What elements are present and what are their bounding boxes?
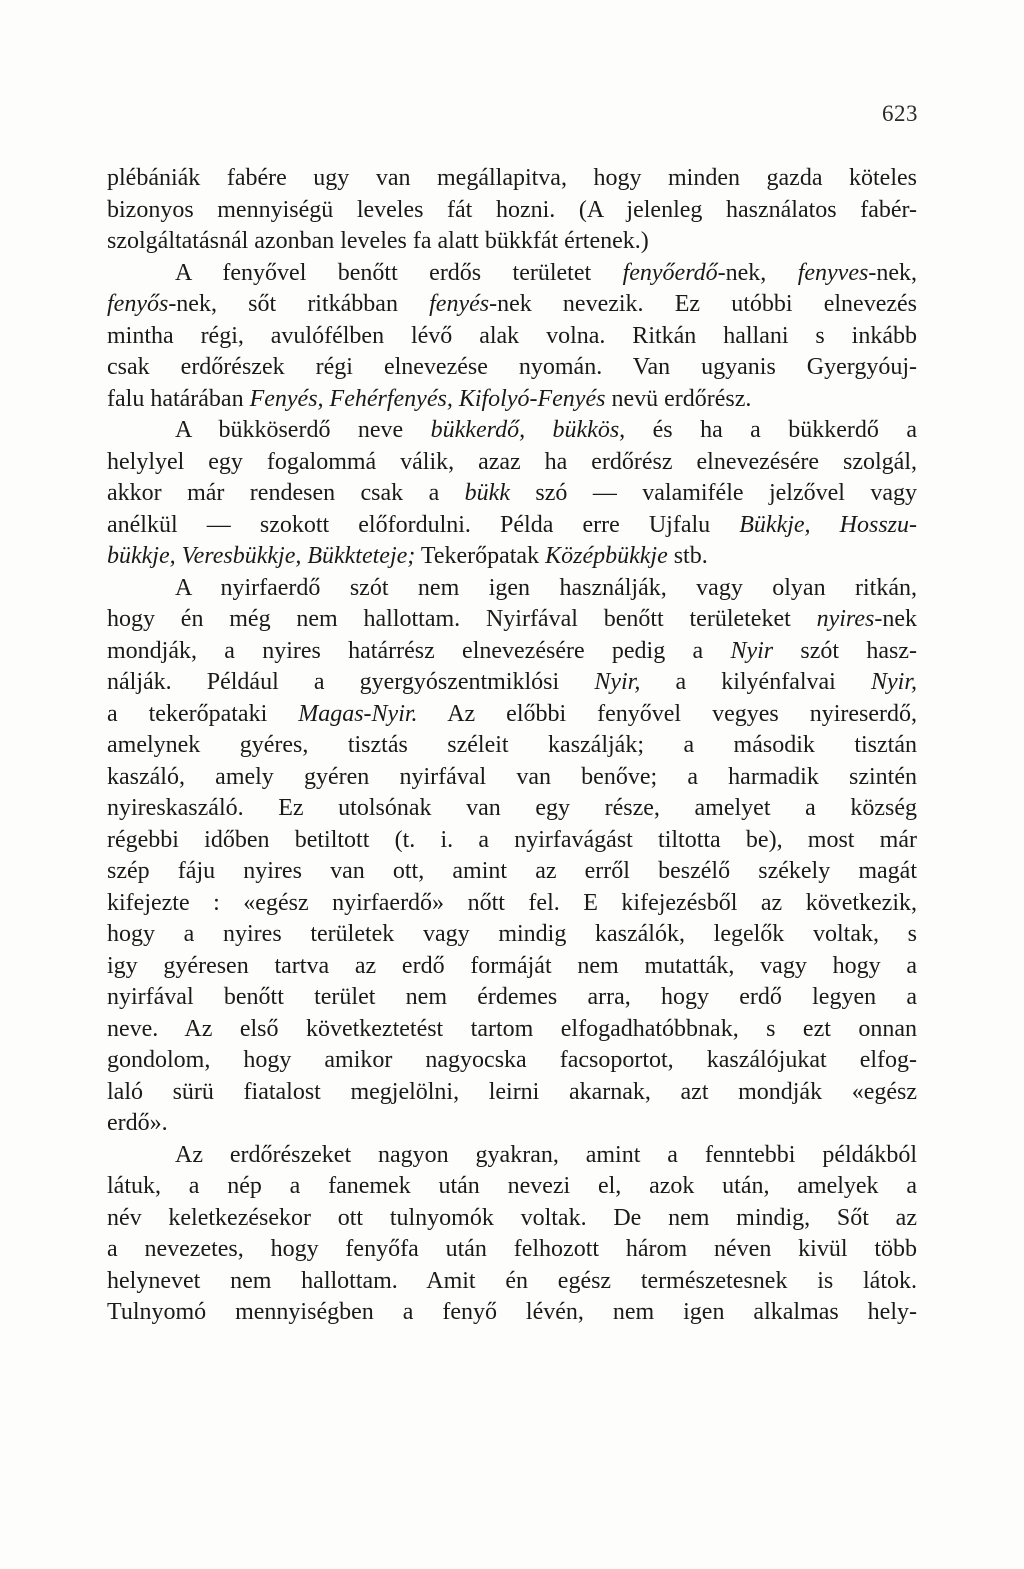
text-line [107, 762, 917, 794]
text-line [107, 226, 917, 258]
text-segment: mondják, a nyires határrész elnevezésére pedig a [107, 637, 731, 664]
text-segment: -nek, [868, 259, 917, 286]
text-segment: -nek, [717, 259, 798, 286]
text-line [107, 321, 917, 353]
italic-text-segment: Nyir, [594, 669, 641, 695]
text-segment: a kilyénfalvai [640, 669, 871, 695]
text-segment: szó — valamiféle jelzővel vagy [509, 480, 917, 506]
text-line [107, 1297, 917, 1329]
text-segment: mintha régi, avulófélben lévő alak volna. Ritkán hallani s inkább [107, 322, 917, 349]
text-segment: és ha a bükkerdő a [625, 417, 918, 443]
body-text [107, 163, 917, 1329]
text-segment: A bükköserdő neve [175, 417, 431, 443]
text-line [107, 1203, 917, 1235]
text-segment: kifejezte : «egész nyirfaerdő» nőtt fel. E kifejezésből az következik, [107, 889, 917, 916]
text-line [107, 1266, 917, 1298]
text-line [107, 982, 917, 1014]
text-line [107, 478, 917, 510]
italic-text-segment: bükk [464, 480, 510, 506]
text-line [107, 636, 917, 668]
italic-text-segment: fenyőerdő [622, 259, 718, 286]
text-segment: a tekerőpataki [107, 700, 299, 727]
italic-text-segment: Magas-Nyir. [298, 700, 418, 727]
text-segment: laló sürü fiatalost megjelölni, leirni akarnak, azt mondják «egész [107, 1078, 917, 1105]
text-segment: régebbi időben betiltott (t. i. a nyirfavágást tiltotta be), most már [107, 826, 917, 853]
italic-text-segment: fenyves [797, 259, 869, 286]
text-segment: szót hasz- [773, 637, 917, 664]
text-line [107, 699, 917, 731]
text-segment: csak erdőrészek régi elnevezése nyomán. Van ugyanis Gyergyóuj- [107, 354, 917, 380]
text-line [107, 510, 917, 542]
text-line [107, 1171, 917, 1203]
text-segment: Tulnyomó mennyiségben a fenyő lévén, nem igen alkalmas hely- [107, 1299, 917, 1325]
text-segment: nyirfával benőtt terület nem érdemes arra, hogy erdő legyen a [107, 984, 917, 1010]
text-segment: A fenyővel benőtt erdős területet [175, 259, 623, 286]
text-segment: kaszáló, amely gyéren nyirfával van benőve; a harmadik szintén [107, 763, 917, 790]
text-segment: Az előbbi fenyővel vegyes nyireserdő, [417, 700, 917, 727]
text-line [107, 447, 917, 479]
text-segment: A nyirfaerdő szót nem igen használják, vagy olyan ritkán, [175, 574, 917, 601]
text-line [107, 289, 917, 321]
text-line [107, 667, 917, 699]
text-line [107, 163, 917, 195]
text-segment: név keletkezésekor ott tulnyomók voltak. De nem mindig, Sőt az [107, 1204, 917, 1231]
text-line [107, 825, 917, 857]
text-line [107, 573, 917, 605]
text-segment: anélkül — szokott előfordulni. Példa erre Ujfalu [107, 511, 740, 538]
text-segment: szép fáju nyires van ott, amint az erről beszélő székely magát [107, 858, 917, 884]
text-segment: hogy én még nem hallottam. Nyirfával benőtt területeket [107, 606, 817, 632]
text-segment: gondolom, hogy amikor nagyocska facsoportot, kaszálójukat elfog- [107, 1047, 917, 1073]
text-segment: hogy a nyires területek vagy mindig kaszálók, legelők voltak, s [107, 921, 917, 947]
text-line [107, 919, 917, 951]
page-number: 623 [882, 101, 918, 126]
text-segment: -nek, sőt ritkábban [168, 291, 430, 317]
text-segment: nyireskaszáló. Ez utolsónak van egy része, amelyet a község [107, 795, 917, 821]
text-segment: nálják. Például a gyergyószentmiklósi [107, 669, 595, 695]
italic-text-segment: fenyős [107, 291, 169, 317]
text-segment: igy gyéresen tartva az erdő formáját nem mutatták, vagy hogy a [107, 952, 917, 979]
text-line [107, 1045, 917, 1077]
text-segment: falu határában [107, 385, 250, 412]
text-line [107, 352, 917, 384]
italic-text-segment: Bükkje, Hosszu- [739, 511, 917, 538]
text-line [107, 888, 917, 920]
text-line [107, 541, 917, 573]
text-line [107, 258, 917, 290]
text-line [107, 730, 917, 762]
text-line [107, 856, 917, 888]
text-segment: neve. Az első következtetést tartom elfogadhatóbbnak, s ezt onnan [107, 1015, 917, 1042]
text-segment: -nek [874, 606, 917, 632]
text-segment: akkor már rendesen csak a [107, 480, 465, 506]
text-segment: -nek nevezik. Ez utóbbi elnevezés [489, 291, 918, 317]
text-segment: stb. [667, 543, 708, 569]
text-line [107, 1108, 917, 1140]
text-segment: szolgáltatásnál azonban leveles fa alatt bükkfát értenek.) [107, 228, 649, 254]
text-segment: Tekerőpatak [415, 543, 546, 569]
text-segment: nevü erdőrész. [605, 385, 752, 412]
text-line [107, 1014, 917, 1046]
text-segment: plébániák fabére ugy van megállapitva, hogy minden gazda köteles [107, 165, 917, 191]
italic-text-segment: Nyir, [870, 669, 917, 695]
italic-text-segment: Középbükkje [545, 543, 668, 569]
italic-text-segment: fenyés [429, 291, 490, 317]
italic-text-segment: bükkje, Veresbükkje, Bükkteteje; [107, 543, 416, 569]
text-segment: helynevet nem hallottam. Amit én egész természetesnek is látok. [107, 1267, 917, 1294]
text-segment: látuk, a nép a fanemek után nevezi el, azok után, amelyek a [107, 1173, 917, 1199]
text-line [107, 1140, 917, 1172]
text-line [107, 793, 917, 825]
text-segment: helylyel egy fogalommá válik, azaz ha erdőrész elnevezésére szolgál, [107, 448, 917, 475]
text-line [107, 1234, 917, 1266]
text-segment: Az erdőrészeket nagyon gyakran, amint a fenntebbi példákból [175, 1141, 917, 1168]
text-segment: bizonyos mennyiségü leveles fát hozni. (A jelenleg használatos fabér- [107, 196, 917, 223]
text-line [107, 604, 917, 636]
italic-text-segment: Nyir [730, 637, 774, 664]
italic-text-segment: nyires [816, 606, 875, 632]
text-line [107, 415, 917, 447]
italic-text-segment: Fenyés, Fehérfenyés, Kifolyó-Fenyés [249, 385, 606, 412]
text-line [107, 1077, 917, 1109]
text-segment: a nevezetes, hogy fenyőfa után felhozott három néven kivül több [107, 1236, 917, 1262]
text-line [107, 951, 917, 983]
text-line [107, 195, 917, 227]
text-segment: erdő». [107, 1110, 168, 1136]
text-line [107, 384, 917, 416]
italic-text-segment: bükkerdő, bükkös, [430, 417, 626, 443]
text-segment: amelynek gyéres, tisztás széleit kaszálják; a második tisztán [107, 732, 917, 758]
